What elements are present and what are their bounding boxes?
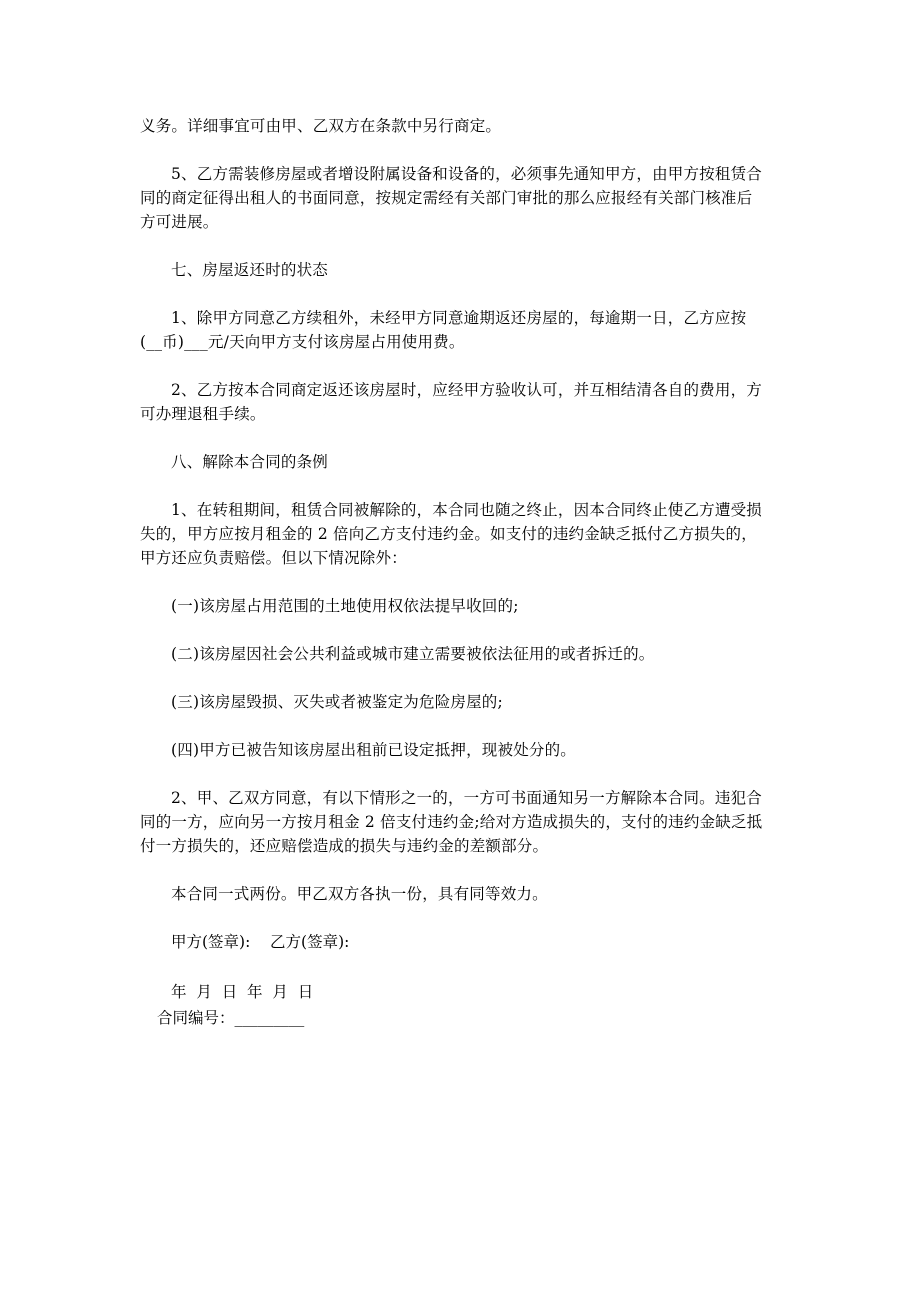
text-line: (__币)___元/天向甲方支付该房屋占用使用费。	[140, 333, 465, 351]
text-line: 2、乙方按本合同商定返还该房屋时，应经甲方验收认可，并互相结清各自的费用，方	[171, 381, 762, 399]
paragraph-clause-7-1	[140, 306, 780, 354]
text-line: 5、乙方需装修房屋或者增设附属设备和设备的，必须事先通知甲方，由甲方按租赁合	[171, 165, 762, 183]
paragraph-clause-8-1	[140, 498, 780, 570]
section-heading-7	[140, 258, 780, 282]
exception-item-2	[140, 642, 780, 666]
text-line: (一)该房屋占用范围的土地使用权依法提早收回的;	[171, 597, 519, 615]
text-line: 同的商定征得出租人的书面同意，按规定需经有关部门审批的那么应报经有关部门核准后	[140, 189, 753, 207]
contract-number: 合同编号：_________	[157, 1009, 305, 1027]
text-line: 方可进展。	[140, 213, 219, 231]
exception-item-4	[140, 738, 780, 762]
text-line: 本合同一式两份。甲乙双方各执一份，具有同等效力。	[171, 885, 548, 903]
text-line: 失的，甲方应按月租金的 2 倍向乙方支付违约金。如支付的违约金缺乏抵付乙方损失的，	[140, 525, 757, 543]
text-line: 1、除甲方同意乙方续租外，未经甲方同意逾期返还房屋的，每逾期一日，乙方应按	[171, 309, 747, 327]
text-line: 付一方损失的，还应赔偿造成的损失与违约金的差额部分。	[140, 837, 549, 855]
text-line: (二)该房屋因社会公共利益或城市建立需要被依法征用的或者拆迁的。	[171, 645, 655, 663]
heading-text: 八、解除本合同的条例	[171, 453, 329, 471]
section-heading-8	[140, 450, 780, 474]
text-line: 甲方还应负责赔偿。但以下情况除外：	[140, 549, 407, 567]
exception-item-3	[140, 690, 780, 714]
text-line: 2、甲、乙双方同意，有以下情形之一的，一方可书面通知另一方解除本合同。违犯合	[171, 789, 762, 807]
signature-line: 甲方(签章): 乙方(签章):	[171, 933, 350, 951]
heading-text: 七、房屋返还时的状态	[171, 261, 329, 279]
text-line: 同的一方，应向另一方按月租金 2 倍支付违约金;给对方造成损失的，支付的违约金缺乏抵	[140, 813, 763, 831]
paragraph-clause-8-2	[140, 786, 780, 858]
text-line: 义务。详细事宜可由甲、乙双方在条款中另行商定。	[140, 117, 502, 135]
paragraph-clause-7-2	[140, 378, 780, 426]
text-line: (四)甲方已被告知该房屋出租前已设定抵押，现被处分的。	[171, 741, 576, 759]
paragraph-continuation	[140, 114, 780, 138]
text-line: 1、在转租期间，租赁合同被解除的，本合同也随之终止，因本合同终止使乙方遭受损	[171, 501, 762, 519]
paragraph-clause-5	[140, 162, 780, 234]
date-line: 年 月 日 年 月 日	[171, 983, 314, 1001]
exception-item-1	[140, 594, 780, 618]
text-line: (三)该房屋毁损、灭失或者被鉴定为危险房屋的;	[171, 693, 503, 711]
text-line: 可办理退租手续。	[140, 405, 266, 423]
paragraph-copies	[140, 882, 780, 906]
